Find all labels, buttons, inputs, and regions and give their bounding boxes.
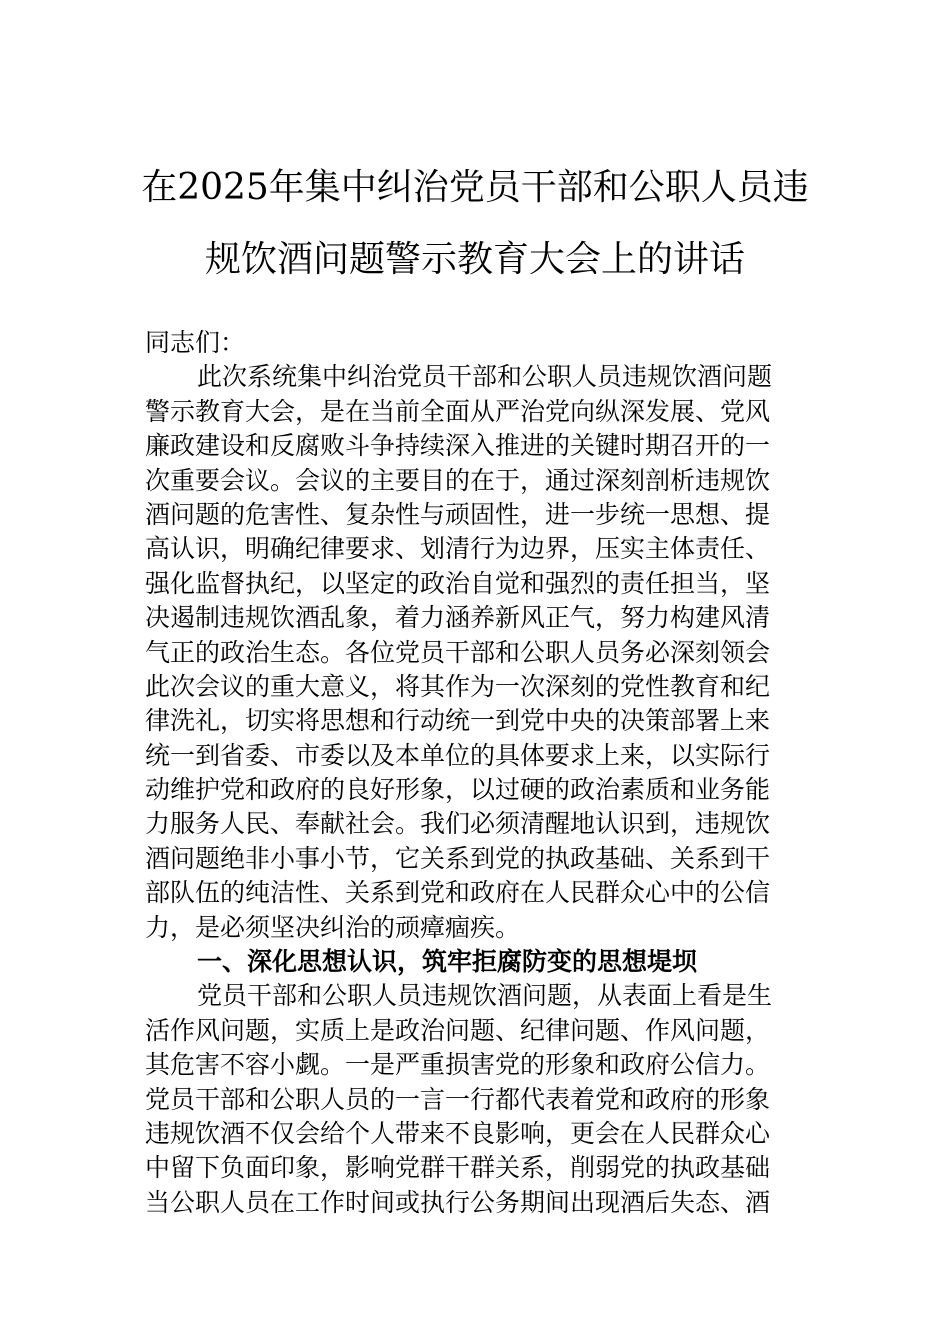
paragraph-line: 统一到省委、市委以及本单位的具体要求上来，以实际行 [145,740,771,770]
section-1-heading: 一、深化思想认识，筑牢拒腐防变的思想堤坝 [197,947,698,977]
document-body [145,326,815,1220]
salutation: 同志们： [145,328,246,357]
document-title-line-2: 规饮酒问题警示教育大会上的讲话 [204,239,745,280]
paragraph-line: 动维护党和政府的良好形象，以过硬的政治素质和业务能 [145,775,771,805]
paragraph-line: 其危害不容小觑。一是严重损害党的形象和政府公信力。 [145,1050,771,1080]
paragraph-line: 违规饮酒不仅会给个人带来不良影响，更会在人民群众心 [145,1118,771,1148]
paragraph-2 [145,979,815,1220]
paragraph-line: 力，是必须坚决纠治的顽瘴痼疾。 [145,912,521,942]
paragraph-line: 酒问题的危害性、复杂性与顽固性，进一步统一思想、提 [145,499,771,529]
document-title-line-1: 在2025年集中纠治党员干部和公职人员违 [141,167,809,208]
paragraph-line: 廉政建设和反腐败斗争持续深入推进的关键时期召开的一 [145,431,771,461]
paragraph-line: 部队伍的纯洁性、关系到党和政府在人民群众心中的公信 [145,878,771,908]
paragraph-line: 次重要会议。会议的主要目的在于，通过深刻剖析违规饮 [145,465,771,495]
paragraph-line: 中留下负面印象，影响党群干群关系，削弱党的执政基础 [145,1153,771,1183]
paragraph-line: 警示教育大会，是在当前全面从严治党向纵深发展、党风 [145,396,771,426]
paragraph-line: 党员干部和公职人员违规饮酒问题，从表面上看是生 [197,981,773,1011]
paragraph-line: 力服务人民、奉献社会。我们必须清醒地认识到，违规饮 [145,809,771,839]
paragraph-line: 气正的政治生态。各位党员干部和公职人员务必深刻领会 [145,637,771,667]
paragraph-line: 党员干部和公职人员的一言一行都代表着党和政府的形象 [145,1084,771,1114]
paragraph-line: 此次系统集中纠治党员干部和公职人员违规饮酒问题 [197,362,773,392]
paragraph-line: 高认识，明确纪律要求、划清行为边界，压实主体责任、 [145,534,771,564]
paragraph-line: 决遏制违规饮酒乱象，着力涵养新风正气，努力构建风清 [145,603,771,633]
paragraph-line: 酒问题绝非小事小节，它关系到党的执政基础、关系到干 [145,843,771,873]
paragraph-line: 强化监督执纪，以坚定的政治自觉和强烈的责任担当，坚 [145,568,771,598]
paragraph-line: 此次会议的重大意义，将其作为一次深刻的党性教育和纪 [145,671,771,701]
paragraph-1 [145,360,815,945]
paragraph-line: 当公职人员在工作时间或执行公务期间出现酒后失态、酒 [145,1187,771,1217]
paragraph-line: 活作风问题，实质上是政治问题、纪律问题、作风问题， [145,1015,771,1045]
paragraph-line: 律洗礼，切实将思想和行动统一到党中央的决策部署上来 [145,706,771,736]
